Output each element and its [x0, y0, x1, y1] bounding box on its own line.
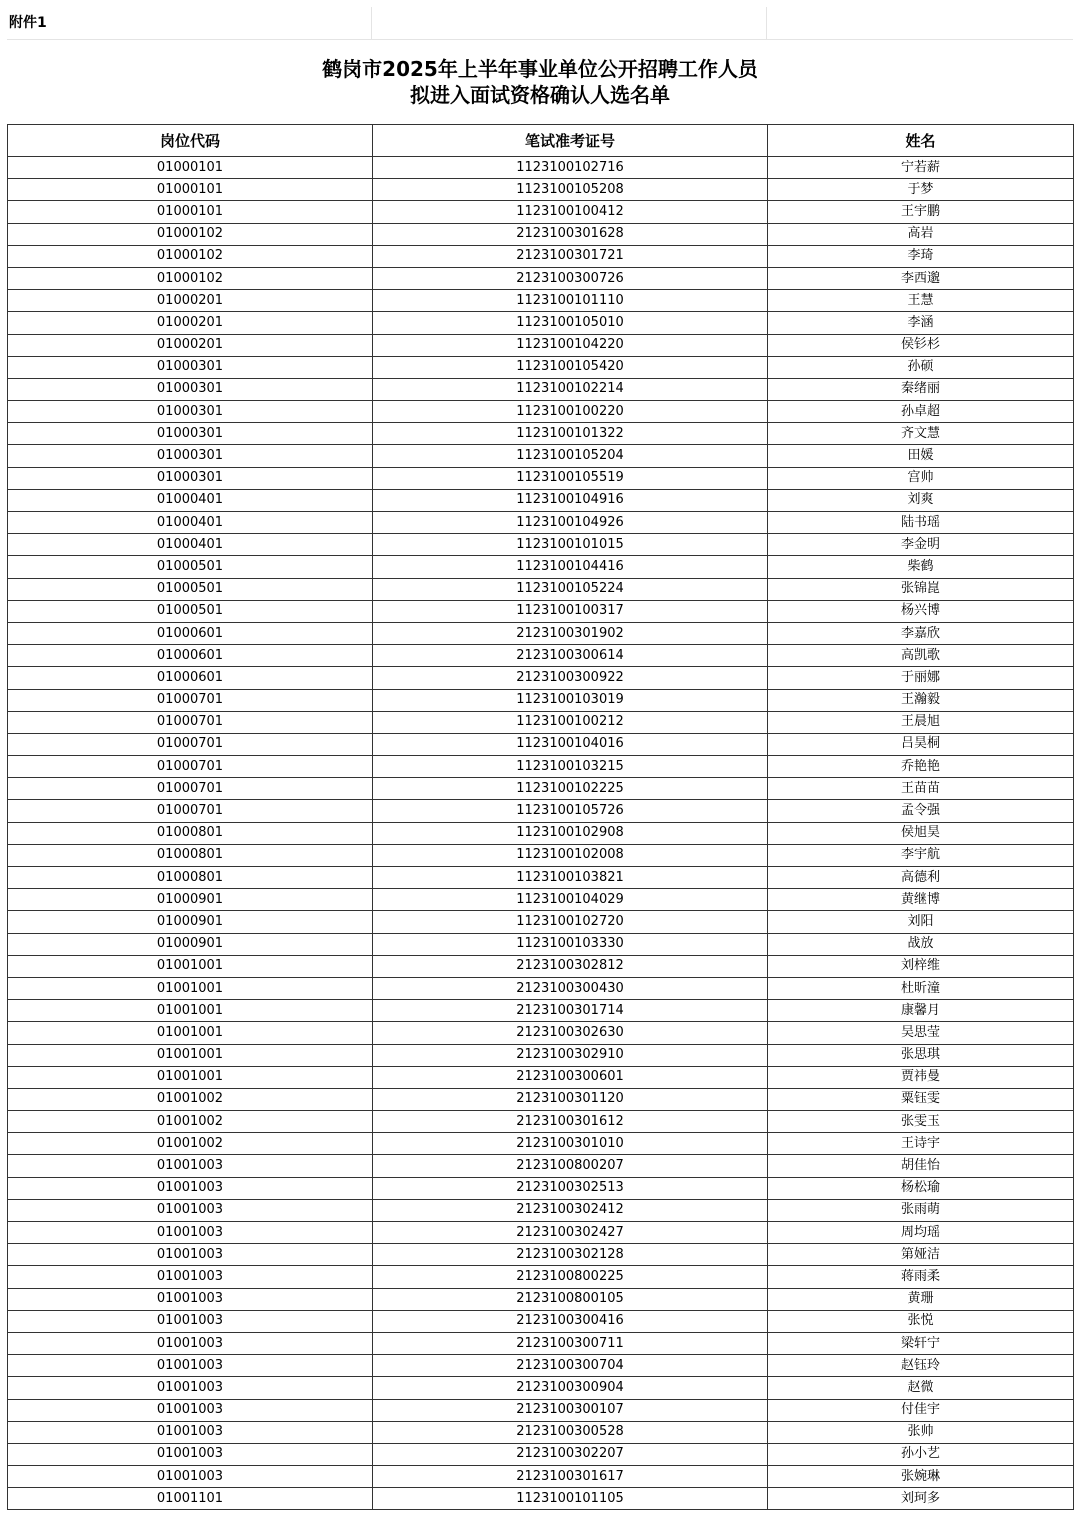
table-row [8, 1000, 1074, 1022]
table-row [8, 401, 1074, 423]
position-code-cell: 01000301 [8, 401, 373, 423]
table-row [8, 711, 1074, 733]
table-row [8, 911, 1074, 933]
position-code-cell: 01000801 [8, 867, 373, 889]
position-code-cell: 01000401 [8, 534, 373, 556]
exam-number-cell: 1123100104220 [373, 334, 768, 356]
exam-number-cell: 1123100100220 [373, 401, 768, 423]
name-cell: 高凯歌 [768, 645, 1074, 667]
table-row [8, 756, 1074, 778]
position-code-cell: 01001001 [8, 977, 373, 999]
table-row [8, 201, 1074, 223]
name-cell: 刘梓维 [768, 955, 1074, 977]
name-cell: 杜昕潼 [768, 977, 1074, 999]
table-row [8, 1266, 1074, 1288]
position-code-cell: 01001001 [8, 1044, 373, 1066]
name-cell: 高德利 [768, 867, 1074, 889]
name-cell: 宁若薪 [768, 157, 1074, 179]
exam-number-cell: 1123100100317 [373, 600, 768, 622]
document-title [7, 40, 1073, 124]
exam-number-cell: 1123100100212 [373, 711, 768, 733]
name-cell: 王瀚毅 [768, 689, 1074, 711]
exam-number-cell: 2123100800207 [373, 1155, 768, 1177]
name-cell: 侯旭昊 [768, 822, 1074, 844]
table-row [8, 1332, 1074, 1354]
exam-number-cell: 1123100103821 [373, 867, 768, 889]
table-row [8, 667, 1074, 689]
position-code-cell: 01001003 [8, 1222, 373, 1244]
position-code-cell: 01000301 [8, 467, 373, 489]
position-code-cell: 01000301 [8, 378, 373, 400]
name-cell: 柴鹤 [768, 556, 1074, 578]
exam-number-cell: 1123100104016 [373, 733, 768, 755]
exam-number-cell: 2123100300416 [373, 1310, 768, 1332]
name-cell: 孙卓超 [768, 401, 1074, 423]
exam-number-cell: 2123100301902 [373, 622, 768, 644]
table-row [8, 423, 1074, 445]
exam-number-cell: 1123100102225 [373, 778, 768, 800]
table-row [8, 1310, 1074, 1332]
table-row [8, 1399, 1074, 1421]
position-code-cell: 01001003 [8, 1155, 373, 1177]
table-row [8, 223, 1074, 245]
table-row [8, 1022, 1074, 1044]
name-cell: 齐文慧 [768, 423, 1074, 445]
exam-number-cell: 2123100300704 [373, 1355, 768, 1377]
exam-number-cell: 2123100302207 [373, 1443, 768, 1465]
table-row [8, 889, 1074, 911]
position-code-cell: 01000901 [8, 933, 373, 955]
exam-number-cell: 2123100302630 [373, 1022, 768, 1044]
table-row [8, 556, 1074, 578]
exam-number-cell: 2123100302128 [373, 1244, 768, 1266]
name-cell: 粟钰雯 [768, 1088, 1074, 1110]
table-row [8, 733, 1074, 755]
position-code-cell: 01001003 [8, 1421, 373, 1443]
position-code-cell: 01001003 [8, 1310, 373, 1332]
table-row [8, 356, 1074, 378]
position-code-cell: 01001002 [8, 1088, 373, 1110]
exam-number-cell: 2123100301612 [373, 1111, 768, 1133]
name-cell: 刘阳 [768, 911, 1074, 933]
table-row [8, 179, 1074, 201]
exam-number-cell: 2123100301120 [373, 1088, 768, 1110]
position-code-cell: 01001101 [8, 1488, 373, 1510]
table-row [8, 467, 1074, 489]
attachment-label: 附件1 [7, 7, 372, 39]
table-row [8, 1177, 1074, 1199]
position-code-cell: 01001001 [8, 1000, 373, 1022]
name-cell: 李涵 [768, 312, 1074, 334]
name-cell: 黄继博 [768, 889, 1074, 911]
position-code-cell: 01000801 [8, 844, 373, 866]
exam-number-cell: 1123100102908 [373, 822, 768, 844]
exam-number-cell: 2123100300528 [373, 1421, 768, 1443]
name-cell: 李宇航 [768, 844, 1074, 866]
position-code-cell: 01000401 [8, 512, 373, 534]
position-code-cell: 01000701 [8, 711, 373, 733]
name-cell: 孙硕 [768, 356, 1074, 378]
position-code-cell: 01000101 [8, 179, 373, 201]
position-code-cell: 01000801 [8, 822, 373, 844]
table-row [8, 378, 1074, 400]
position-code-cell: 01001002 [8, 1133, 373, 1155]
table-row [8, 1355, 1074, 1377]
exam-number-cell: 2123100800105 [373, 1288, 768, 1310]
position-code-cell: 01001003 [8, 1177, 373, 1199]
name-cell: 梁轩宁 [768, 1332, 1074, 1354]
name-cell: 吕昊桐 [768, 733, 1074, 755]
exam-number-cell: 2123100301617 [373, 1466, 768, 1488]
name-cell: 刘珂多 [768, 1488, 1074, 1510]
name-cell: 乔艳艳 [768, 756, 1074, 778]
table-row [8, 1199, 1074, 1221]
position-code-cell: 01001003 [8, 1466, 373, 1488]
name-cell: 于丽娜 [768, 667, 1074, 689]
name-cell: 黄珊 [768, 1288, 1074, 1310]
exam-number-cell: 2123100302812 [373, 955, 768, 977]
table-row [8, 1488, 1074, 1510]
table-row [8, 334, 1074, 356]
name-cell: 张思琪 [768, 1044, 1074, 1066]
exam-number-cell: 2123100301714 [373, 1000, 768, 1022]
name-cell: 王苗苗 [768, 778, 1074, 800]
table-row [8, 1111, 1074, 1133]
exam-number-cell: 1123100104916 [373, 489, 768, 511]
position-code-cell: 01001003 [8, 1399, 373, 1421]
table-row [8, 445, 1074, 467]
exam-number-cell: 1123100102720 [373, 911, 768, 933]
name-cell: 李嘉欣 [768, 622, 1074, 644]
exam-number-cell: 1123100104926 [373, 512, 768, 534]
attachment-row [7, 7, 1073, 40]
name-cell: 赵微 [768, 1377, 1074, 1399]
exam-number-cell: 2123100301721 [373, 245, 768, 267]
position-code-cell: 01001003 [8, 1332, 373, 1354]
name-cell: 高岩 [768, 223, 1074, 245]
table-row [8, 600, 1074, 622]
position-code-cell: 01001001 [8, 1066, 373, 1088]
exam-number-cell: 2123100302412 [373, 1199, 768, 1221]
position-code-cell: 01000601 [8, 645, 373, 667]
name-cell: 田媛 [768, 445, 1074, 467]
name-cell: 张悦 [768, 1310, 1074, 1332]
position-code-cell: 01000102 [8, 245, 373, 267]
table-row [8, 1288, 1074, 1310]
position-code-cell: 01000701 [8, 689, 373, 711]
position-code-cell: 01001001 [8, 955, 373, 977]
empty-cell [767, 7, 1073, 39]
exam-number-cell: 2123100300922 [373, 667, 768, 689]
name-cell: 吴思莹 [768, 1022, 1074, 1044]
table-row [8, 1088, 1074, 1110]
exam-number-cell: 1123100103330 [373, 933, 768, 955]
name-cell: 张帅 [768, 1421, 1074, 1443]
table-row [8, 1133, 1074, 1155]
exam-number-cell: 2123100300726 [373, 267, 768, 289]
table-row [8, 1466, 1074, 1488]
name-cell: 李琦 [768, 245, 1074, 267]
exam-number-cell: 1123100104416 [373, 556, 768, 578]
name-cell: 战放 [768, 933, 1074, 955]
name-cell: 于梦 [768, 179, 1074, 201]
header-name: 姓名 [768, 125, 1074, 157]
empty-cell [372, 7, 767, 39]
exam-number-cell: 2123100301010 [373, 1133, 768, 1155]
name-cell: 张婉琳 [768, 1466, 1074, 1488]
name-cell: 侯钐杉 [768, 334, 1074, 356]
candidate-table [7, 124, 1074, 1510]
exam-number-cell: 1123100101105 [373, 1488, 768, 1510]
exam-number-cell: 2123100800225 [373, 1266, 768, 1288]
title-line-2: 拟进入面试资格确认人选名单 [410, 83, 670, 107]
position-code-cell: 01001003 [8, 1377, 373, 1399]
name-cell: 蒋雨柔 [768, 1266, 1074, 1288]
table-row [8, 645, 1074, 667]
position-code-cell: 01000401 [8, 489, 373, 511]
spreadsheet-page [7, 7, 1073, 1510]
title-line-1: 鹤岗市2025年上半年事业单位公开招聘工作人员 [322, 57, 758, 81]
position-code-cell: 01000201 [8, 334, 373, 356]
exam-number-cell: 2123100300904 [373, 1377, 768, 1399]
exam-number-cell: 1123100101015 [373, 534, 768, 556]
name-cell: 张雯玉 [768, 1111, 1074, 1133]
position-code-cell: 01000101 [8, 201, 373, 223]
table-row [8, 578, 1074, 600]
name-cell: 刘爽 [768, 489, 1074, 511]
exam-number-cell: 2123100302910 [373, 1044, 768, 1066]
name-cell: 杨松瑜 [768, 1177, 1074, 1199]
position-code-cell: 01000301 [8, 356, 373, 378]
table-row [8, 933, 1074, 955]
exam-number-cell: 1123100101110 [373, 290, 768, 312]
exam-number-cell: 1123100105010 [373, 312, 768, 334]
position-code-cell: 01000101 [8, 157, 373, 179]
exam-number-cell: 1123100105208 [373, 179, 768, 201]
exam-number-cell: 1123100101322 [373, 423, 768, 445]
exam-number-cell: 1123100105519 [373, 467, 768, 489]
name-cell: 王宇鹏 [768, 201, 1074, 223]
exam-number-cell: 1123100105420 [373, 356, 768, 378]
exam-number-cell: 1123100102716 [373, 157, 768, 179]
position-code-cell: 01001002 [8, 1111, 373, 1133]
table-row [8, 844, 1074, 866]
exam-number-cell: 1123100104029 [373, 889, 768, 911]
name-cell: 杨兴博 [768, 600, 1074, 622]
table-row [8, 512, 1074, 534]
name-cell: 李金明 [768, 534, 1074, 556]
position-code-cell: 01000701 [8, 800, 373, 822]
table-row [8, 1155, 1074, 1177]
exam-number-cell: 1123100105726 [373, 800, 768, 822]
exam-number-cell: 2123100300430 [373, 977, 768, 999]
exam-number-cell: 2123100300601 [373, 1066, 768, 1088]
table-row [8, 489, 1074, 511]
name-cell: 周均瑶 [768, 1222, 1074, 1244]
table-row [8, 157, 1074, 179]
exam-number-cell: 1123100103019 [373, 689, 768, 711]
name-cell: 孟令强 [768, 800, 1074, 822]
position-code-cell: 01000301 [8, 445, 373, 467]
exam-number-cell: 1123100105224 [373, 578, 768, 600]
table-row [8, 1222, 1074, 1244]
name-cell: 王诗宇 [768, 1133, 1074, 1155]
table-row [8, 689, 1074, 711]
exam-number-cell: 2123100300107 [373, 1399, 768, 1421]
exam-number-cell: 2123100302427 [373, 1222, 768, 1244]
exam-number-cell: 1123100102008 [373, 844, 768, 866]
exam-number-cell: 1123100102214 [373, 378, 768, 400]
position-code-cell: 01000701 [8, 756, 373, 778]
name-cell: 王晨旭 [768, 711, 1074, 733]
table-header-row [8, 125, 1074, 157]
position-code-cell: 01001003 [8, 1244, 373, 1266]
position-code-cell: 01000601 [8, 622, 373, 644]
position-code-cell: 01000701 [8, 733, 373, 755]
name-cell: 陆书瑶 [768, 512, 1074, 534]
table-row [8, 800, 1074, 822]
table-row [8, 1377, 1074, 1399]
position-code-cell: 01001003 [8, 1355, 373, 1377]
table-row [8, 778, 1074, 800]
exam-number-cell: 2123100300614 [373, 645, 768, 667]
table-row [8, 977, 1074, 999]
exam-number-cell: 2123100302513 [373, 1177, 768, 1199]
table-row [8, 267, 1074, 289]
table-row [8, 822, 1074, 844]
header-position-code: 岗位代码 [8, 125, 373, 157]
table-row [8, 1244, 1074, 1266]
name-cell: 宫帅 [768, 467, 1074, 489]
table-row [8, 534, 1074, 556]
position-code-cell: 01001001 [8, 1022, 373, 1044]
position-code-cell: 01000501 [8, 578, 373, 600]
table-row [8, 622, 1074, 644]
position-code-cell: 01001003 [8, 1199, 373, 1221]
table-row [8, 955, 1074, 977]
position-code-cell: 01001003 [8, 1288, 373, 1310]
table-row [8, 312, 1074, 334]
position-code-cell: 01001003 [8, 1443, 373, 1465]
exam-number-cell: 2123100300711 [373, 1332, 768, 1354]
table-row [8, 1066, 1074, 1088]
table-row [8, 867, 1074, 889]
name-cell: 胡佳怡 [768, 1155, 1074, 1177]
name-cell: 李西邈 [768, 267, 1074, 289]
position-code-cell: 01000501 [8, 556, 373, 578]
table-row [8, 1443, 1074, 1465]
position-code-cell: 01000201 [8, 290, 373, 312]
name-cell: 第娅洁 [768, 1244, 1074, 1266]
position-code-cell: 01001003 [8, 1266, 373, 1288]
position-code-cell: 01000201 [8, 312, 373, 334]
position-code-cell: 01000102 [8, 267, 373, 289]
position-code-cell: 01000102 [8, 223, 373, 245]
name-cell: 王慧 [768, 290, 1074, 312]
name-cell: 康馨月 [768, 1000, 1074, 1022]
name-cell: 张锦崑 [768, 578, 1074, 600]
position-code-cell: 01000601 [8, 667, 373, 689]
position-code-cell: 01000701 [8, 778, 373, 800]
position-code-cell: 01000901 [8, 889, 373, 911]
position-code-cell: 01000901 [8, 911, 373, 933]
name-cell: 贾祎曼 [768, 1066, 1074, 1088]
position-code-cell: 01000301 [8, 423, 373, 445]
name-cell: 付佳宇 [768, 1399, 1074, 1421]
table-row [8, 1044, 1074, 1066]
header-exam-number: 笔试准考证号 [373, 125, 768, 157]
table-row [8, 1421, 1074, 1443]
position-code-cell: 01000501 [8, 600, 373, 622]
table-body [8, 157, 1074, 1510]
name-cell: 秦绪丽 [768, 378, 1074, 400]
name-cell: 张雨萌 [768, 1199, 1074, 1221]
exam-number-cell: 2123100301628 [373, 223, 768, 245]
table-row [8, 245, 1074, 267]
name-cell: 孙小艺 [768, 1443, 1074, 1465]
name-cell: 赵钰玲 [768, 1355, 1074, 1377]
exam-number-cell: 1123100105204 [373, 445, 768, 467]
exam-number-cell: 1123100103215 [373, 756, 768, 778]
table-row [8, 290, 1074, 312]
exam-number-cell: 1123100100412 [373, 201, 768, 223]
